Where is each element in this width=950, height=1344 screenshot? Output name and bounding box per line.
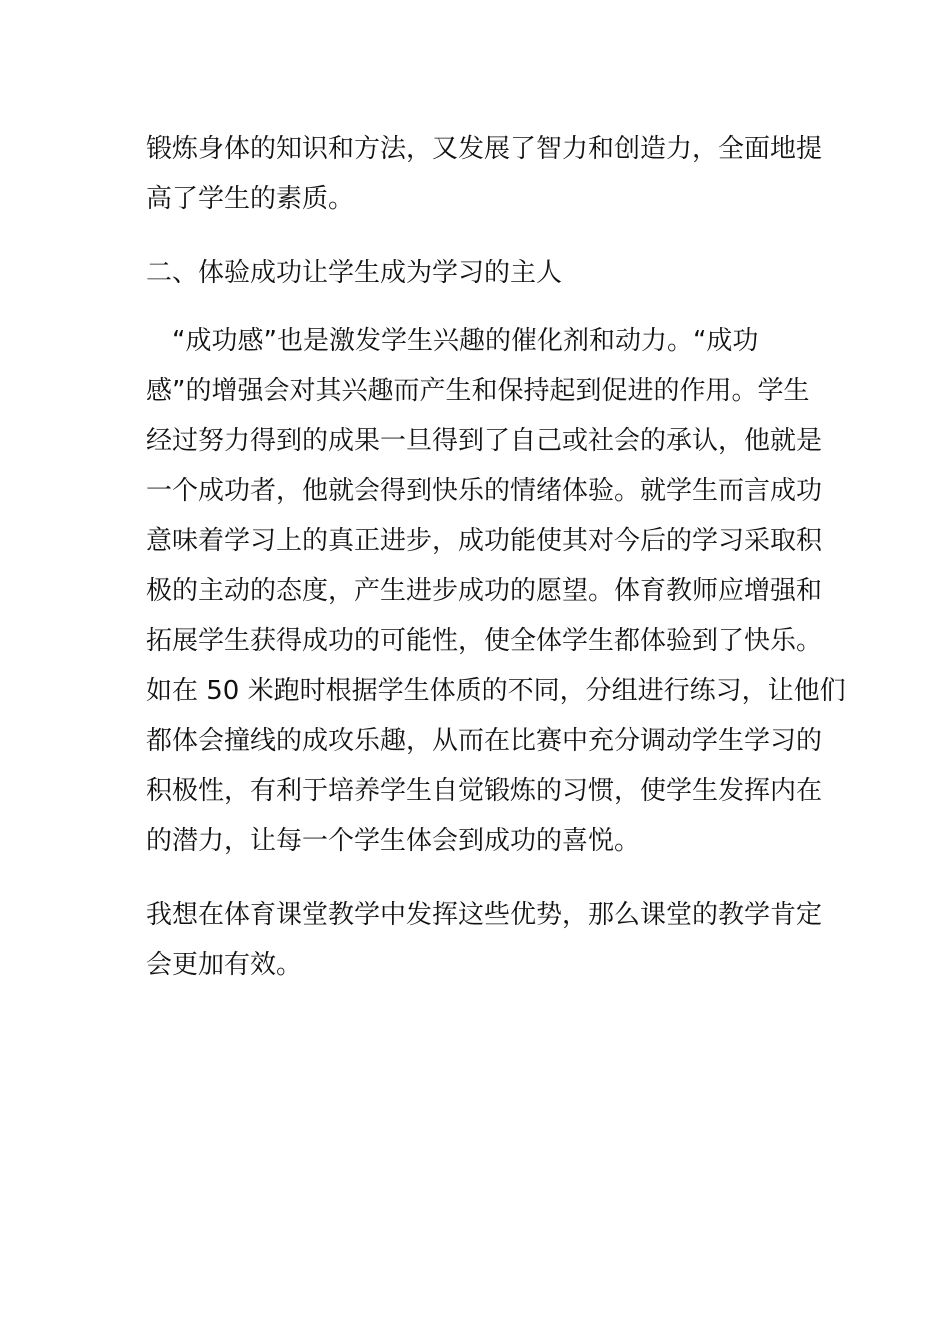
paragraph-line: 高了学生的素质。: [146, 184, 355, 214]
paragraph-line: 积极性，有利于培养学生自觉锻炼的习惯，使学生发挥内在: [146, 776, 823, 806]
paragraph-line: 都体会撞线的成攻乐趣，从而在比赛中充分调动学生学习的: [146, 726, 823, 756]
paragraph-line: 我想在体育课堂教学中发挥这些优势，那么课堂的教学肯定: [146, 900, 823, 930]
paragraph-line: 锻炼身体的知识和方法，又发展了智力和创造力，全面地提: [146, 134, 823, 164]
section-heading: 二、体验成功让学生成为学习的主人: [146, 258, 563, 288]
paragraph-line: 会更加有效。: [146, 950, 303, 980]
paragraph-line: 拓展学生获得成功的可能性，使全体学生都体验到了快乐。: [146, 626, 823, 656]
paragraph-line: 一个成功者，他就会得到快乐的情绪体验。就学生而言成功: [146, 476, 823, 506]
paragraph-line: 极的主动的态度，产生进步成功的愿望。体育教师应增强和: [146, 576, 823, 606]
paragraph-line: 经过努力得到的成果一旦得到了自己或社会的承认，他就是: [146, 426, 823, 456]
paragraph-line: 意味着学习上的真正进步，成功能使其对今后的学习采取积: [146, 526, 823, 556]
paragraph-line: 如在 50 米跑时根据学生体质的不同，分组进行练习，让他们: [146, 676, 846, 706]
paragraph-line: 感”的增强会对其兴趣而产生和保持起到促进的作用。学生: [146, 376, 810, 406]
paragraph-line: “成功感”也是激发学生兴趣的催化剂和动力。“成功: [172, 326, 759, 356]
paragraph-line: 的潜力，让每一个学生体会到成功的喜悦。: [146, 826, 641, 856]
